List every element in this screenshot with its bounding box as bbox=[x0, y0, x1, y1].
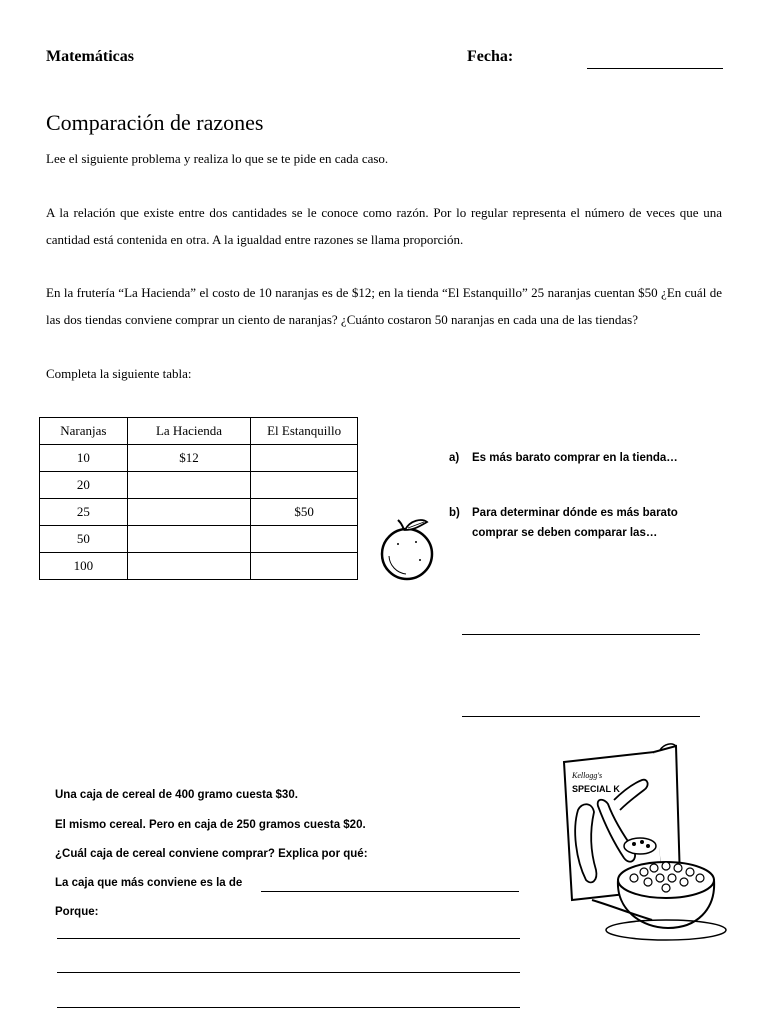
table-row bbox=[40, 553, 358, 580]
table-row bbox=[40, 526, 358, 553]
box-brand: Kellogg's bbox=[572, 771, 603, 780]
definition-paragraph: A la relación que existe entre dos cantidades se le conoce como razón. Por lo regular representa el número de veces que una cantidad está contenida en otra. A la igualdad entre razones se llama proporción. bbox=[46, 205, 722, 247]
table-cell: 50 bbox=[40, 526, 128, 553]
problem-paragraph: En la frutería “La Hacienda” el costo de 10 naranjas es de $12; en la tienda “El Estanquillo” 25 naranjas cuentan $50 ¿En cuál de las dos tiendas conviene comprar un ciento de naranjas? ¿Cuánto costaron 50 naranjas en cada una de las tiendas? bbox=[46, 285, 722, 327]
question-b-marker: b) bbox=[449, 507, 460, 519]
page-title: Comparación de razones bbox=[46, 110, 264, 135]
date-field-line[interactable] bbox=[587, 68, 723, 69]
because-line-3[interactable] bbox=[57, 1007, 520, 1008]
table-cell: 20 bbox=[40, 472, 128, 499]
question-b-text: Para determinar dónde es más barato comprar se deben comparar las… bbox=[472, 507, 678, 539]
table-cell-blank[interactable] bbox=[127, 553, 251, 580]
subject-label: Matemáticas bbox=[46, 48, 134, 65]
table-cell-blank[interactable] bbox=[127, 472, 251, 499]
cereal-question: ¿Cuál caja de cereal conviene comprar? Explica por qué: bbox=[55, 848, 368, 860]
date-label: Fecha: bbox=[467, 48, 514, 65]
table-cell-blank[interactable] bbox=[251, 445, 358, 472]
cereal-line-2: El mismo cereal. Pero en caja de 250 gramos cuesta $20. bbox=[55, 819, 366, 831]
question-a-text: Es más barato comprar en la tienda… bbox=[472, 452, 678, 464]
table-cell: 25 bbox=[40, 499, 128, 526]
cereal-box-icon bbox=[552, 740, 728, 944]
cereal-line-1: Una caja de cereal de 400 gramo cuesta $30. bbox=[55, 789, 298, 801]
because-line-1[interactable] bbox=[57, 938, 520, 939]
table-row bbox=[40, 472, 358, 499]
table-cell: 10 bbox=[40, 445, 128, 472]
orange-icon bbox=[372, 512, 440, 582]
table-row bbox=[40, 499, 358, 526]
table-cell: $50 bbox=[251, 499, 358, 526]
table-prompt: Completa la siguiente tabla: bbox=[46, 366, 192, 381]
table-row bbox=[40, 445, 358, 472]
answer-b-line[interactable] bbox=[462, 716, 700, 717]
table-cell: 100 bbox=[40, 553, 128, 580]
because-line-2[interactable] bbox=[57, 972, 520, 973]
cereal-answer-line[interactable] bbox=[261, 891, 519, 892]
table-header: La Hacienda bbox=[127, 418, 251, 445]
table-cell: $12 bbox=[127, 445, 251, 472]
comparison-table bbox=[39, 417, 358, 580]
intro-text: Lee el siguiente problema y realiza lo que se te pide en cada caso. bbox=[46, 151, 389, 166]
table-cell-blank[interactable] bbox=[127, 499, 251, 526]
table-cell-blank[interactable] bbox=[251, 472, 358, 499]
cereal-because-label: Porque: bbox=[55, 906, 99, 918]
question-a-marker: a) bbox=[449, 452, 460, 464]
table-header: El Estanquillo bbox=[251, 418, 358, 445]
answer-a-line[interactable] bbox=[462, 634, 700, 635]
table-cell-blank[interactable] bbox=[251, 526, 358, 553]
table-cell-blank[interactable] bbox=[251, 553, 358, 580]
table-header: Naranjas bbox=[40, 418, 128, 445]
table-header-row bbox=[40, 418, 358, 445]
cereal-answer-label: La caja que más conviene es la de bbox=[55, 877, 243, 889]
box-name: SPECIAL K bbox=[572, 784, 620, 794]
table-cell-blank[interactable] bbox=[127, 526, 251, 553]
